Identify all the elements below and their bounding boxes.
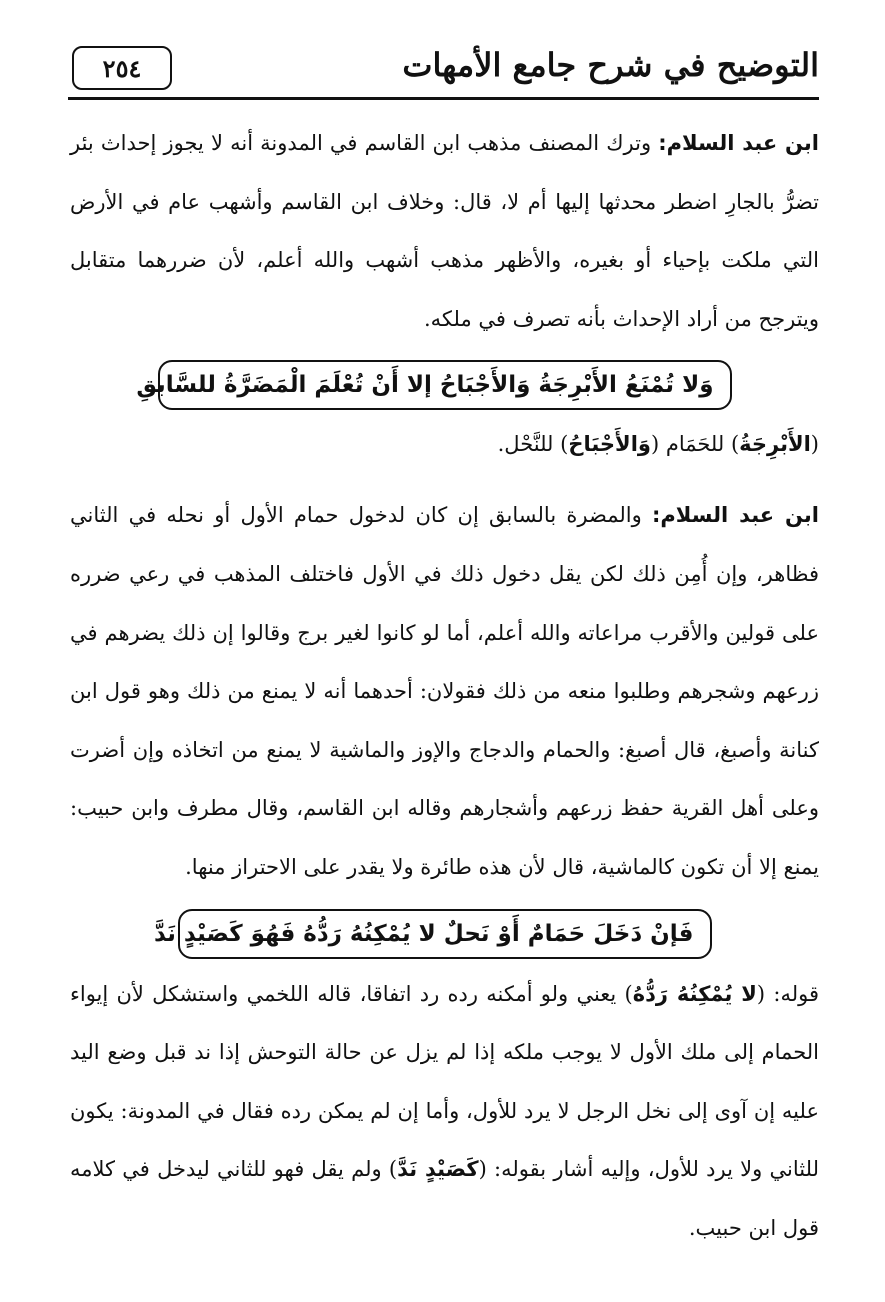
matn-box-wrapper-2 <box>70 897 819 965</box>
page-header <box>68 38 819 100</box>
gloss-line <box>70 416 819 472</box>
commentary-lead: قوله: ( <box>756 981 819 1006</box>
matn-box-2: فَإنْ دَخَلَ حَمَامٌ أَوْ نَحلٌ لا يُمْكِنُهُ رَدُّهُ فَهُوَ كَصَيْدٍ نَدَّ <box>178 909 712 959</box>
gloss-open: ( <box>810 432 819 457</box>
page-number-badge: ٢٥٤ <box>72 46 172 90</box>
header-divider <box>68 97 819 100</box>
gloss-term-ajbah: وَالأَجْبَاحُ <box>568 432 651 457</box>
gloss-end: ) للنَّحْل. <box>497 432 569 457</box>
commentary-text: ) ولم يقل فهو للثاني ليدخل في كلامه قول ابن حبيب. <box>70 1157 819 1240</box>
commentator-label: ابن عبد السلام: <box>652 503 819 528</box>
commentary-paragraph-2 <box>70 486 819 896</box>
quoted-phrase-2: كَصَيْدٍ نَدَّ <box>397 1157 479 1182</box>
gloss-mid: ) للحَمَام ( <box>650 432 740 457</box>
matn-box-1: وَلا تُمْنَعُ الأَبْرِجَةُ وَالأَجْبَاحُ إلا أَنْ تُعْلَمَ الْمَضَرَّةُ للسَّابقِ <box>158 360 732 410</box>
commentary-paragraph-1 <box>70 114 819 348</box>
page-body <box>70 108 819 1258</box>
commentary-text: والمضرة بالسابق إن كان لدخول حمام الأول أو نحله في الثاني فظاهر، وإن أُمِن ذلك لكن يقل دخول ذلك في الأول فاختلف المذهب في رعي ضرره على قولين والأقرب مراعاته والله أعلم، أما لو كانوا لغير برج وقالوا إن ذلك يضرهم في زرعهم وشجرهم وطلبوا منعه من ذلك فقولان: أحدهما أنه لا يمنع من ذلك وهو قول ابن كنانة وأصبغ، قال أصبغ: والحمام والدجاج والإوز والماشية لا يمنع من اتخاذه وإن أضرت وعلى أهل القرية حفظ زرعهم وأشجارهم وقاله ابن القاسم، وقال مطرف وابن حبيب: يمنع إلا أن تكون كالماشية، قال لأن هذه طائرة ولا يقدر على الاحتراز منها. <box>70 503 819 879</box>
book-title: التوضيح في شرح جامع الأمهات <box>402 46 819 84</box>
commentary-text: وترك المصنف مذهب ابن القاسم في المدونة أنه لا يجوز إحداث بئر تضرُّ بالجارِ اضطر محدثها إليها أم لا، قال: وخلاف ابن القاسم وأشهب عام في الأرض التي ملكت بإحياء أو بغيره، والأظهر مذهب أشهب والله أعلم، لأن ضررهما متقابل ويترجح من أراد الإحداث بأنه تصرف في ملكه. <box>70 131 819 331</box>
commentator-label: ابن عبد السلام: <box>658 131 819 155</box>
commentary-text: ) يعني ولو أمكنه رده رد اتفاقا، قاله اللخمي واستشكل لأن إيواء الحمام إلى ملك الأول لا يوجب ملكه إذا لم يزل عن حالة التوحش إذا ند قبل وضع اليد عليه إن آوى إلى نخل الرجل لا يرد للأول، وأما إن لم يمكن رده فقال في المدونة: يكون للثاني ولا يرد للأول، وإليه أشار بقوله: ( <box>70 981 819 1182</box>
commentary-paragraph-3 <box>70 965 819 1258</box>
gloss-term-abrija: الأَبْرِجَةُ <box>739 432 811 457</box>
matn-box-wrapper-1 <box>70 348 819 414</box>
quoted-phrase-1: لا يُمْكِنُهُ رَدُّهُ <box>632 981 757 1006</box>
